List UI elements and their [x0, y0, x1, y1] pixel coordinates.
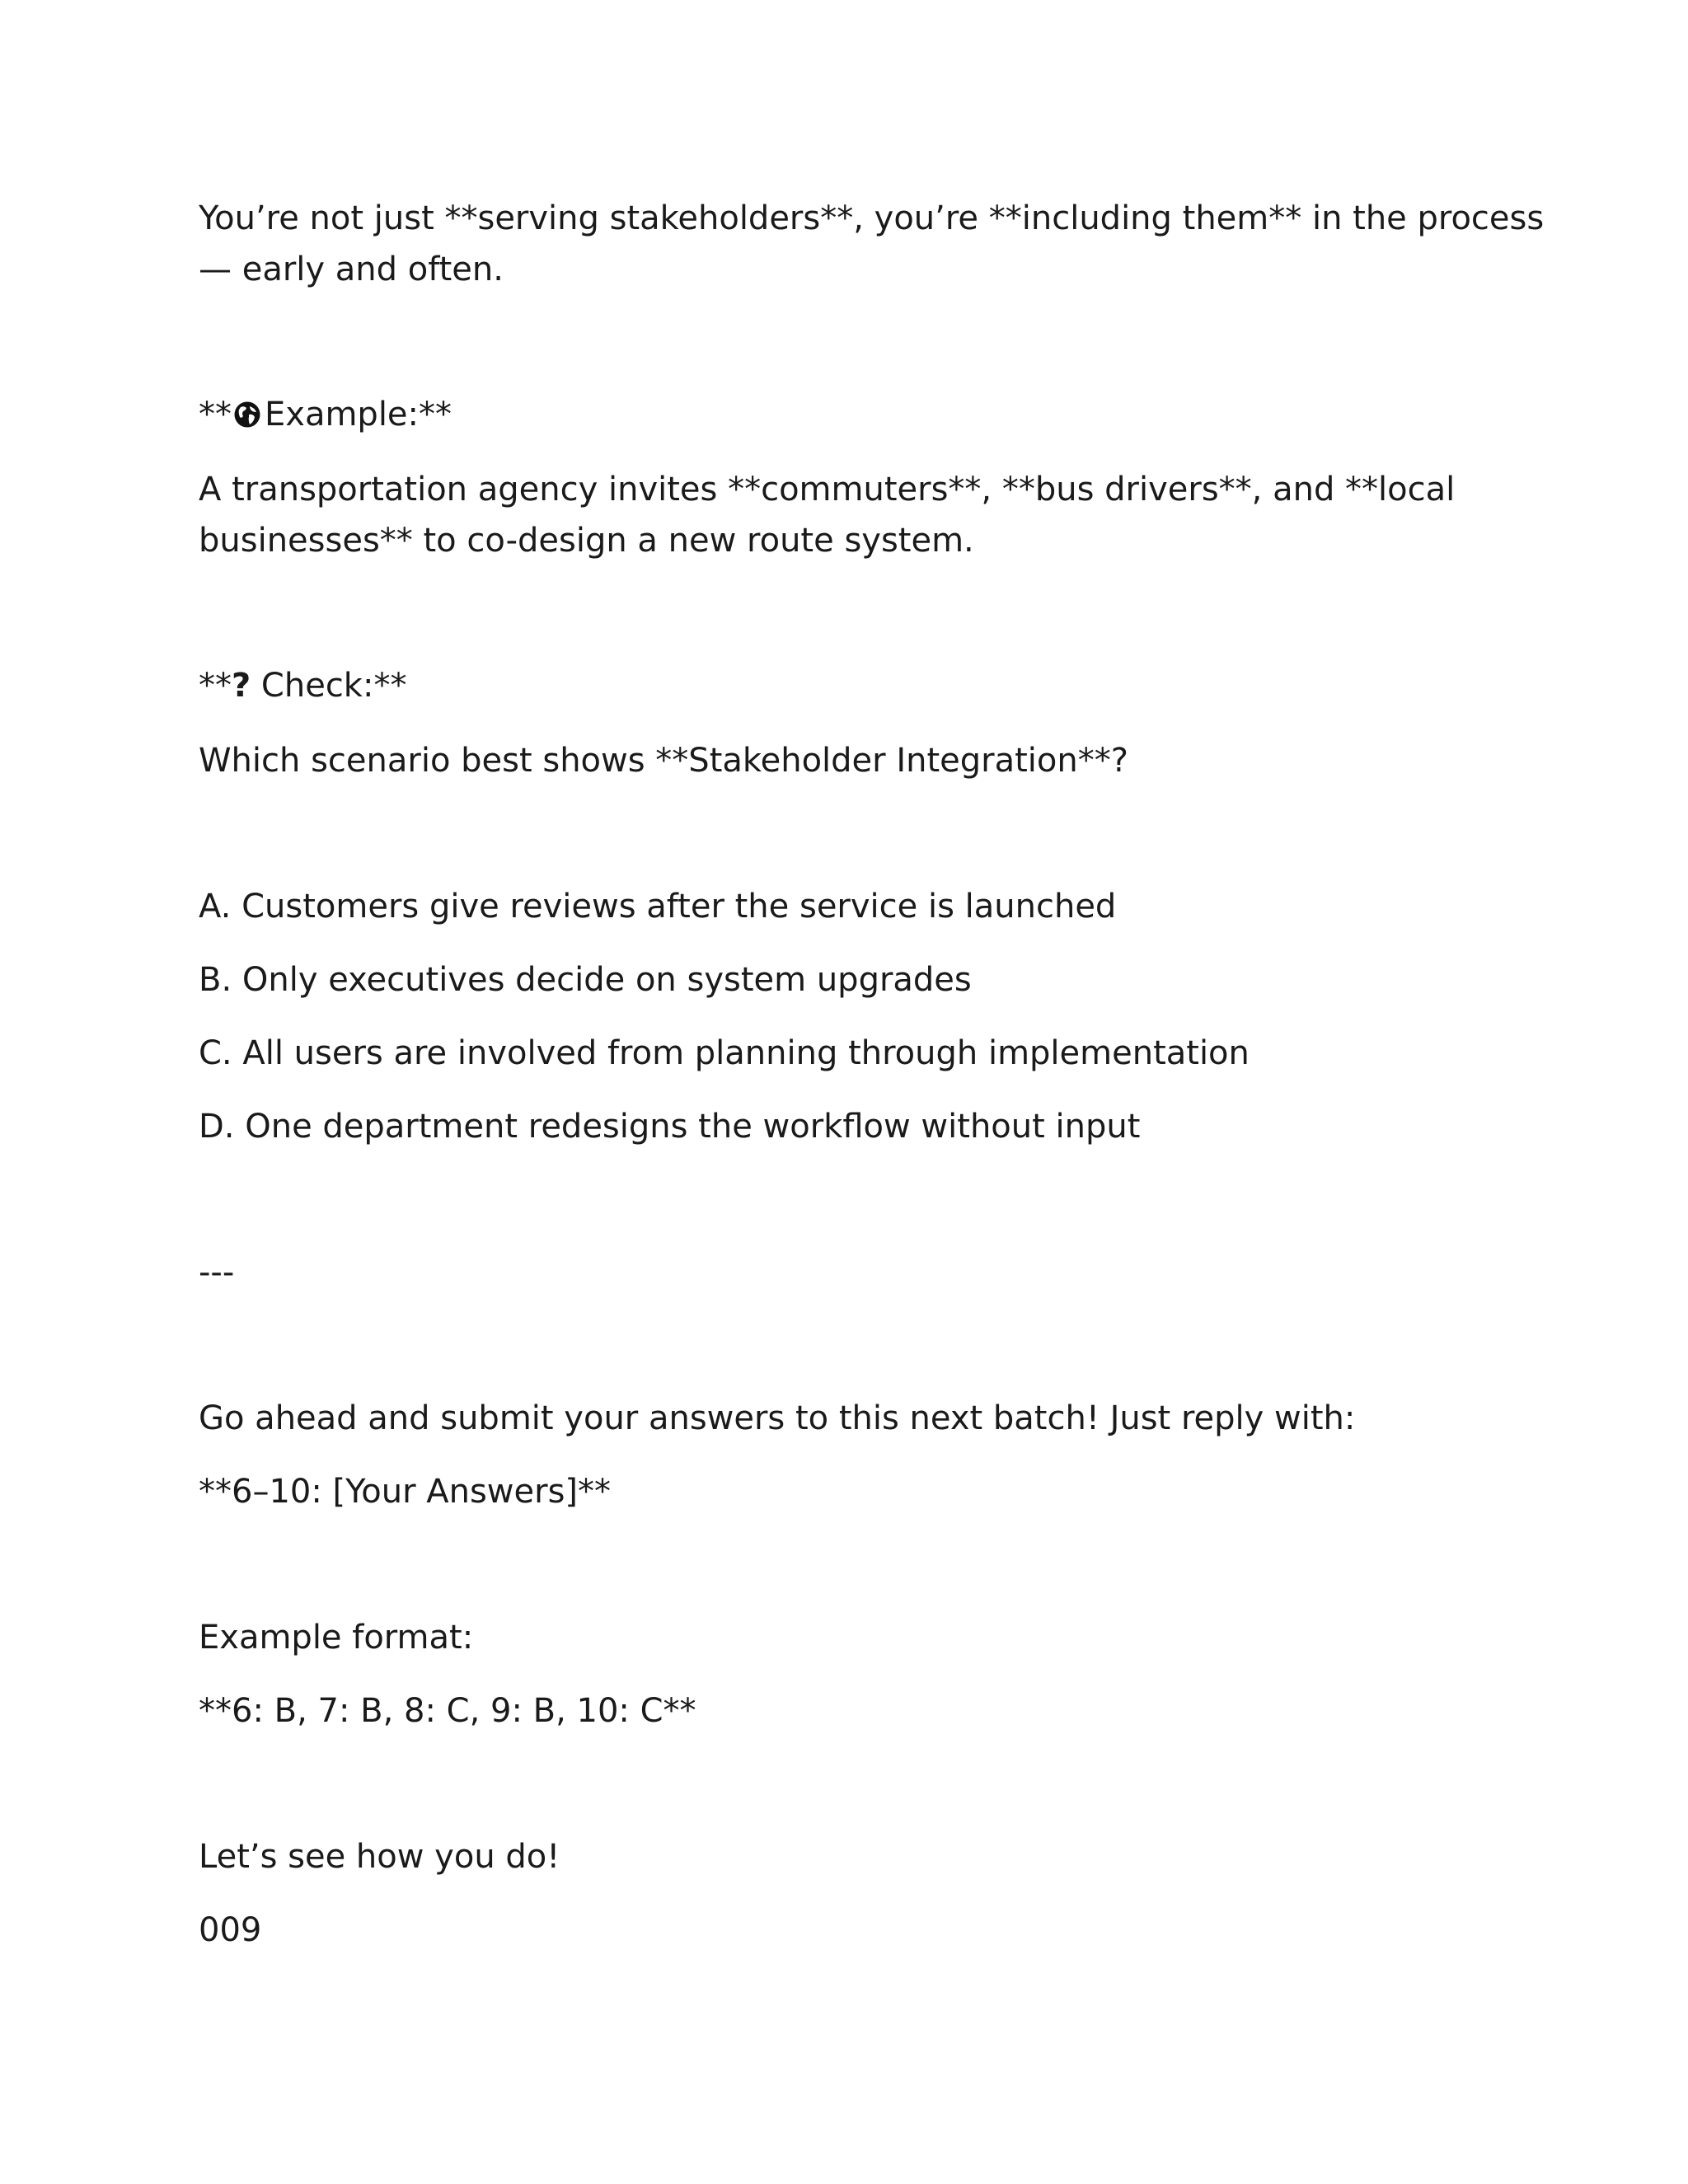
- check-heading: [199, 660, 406, 711]
- option-b: B. Only executives decide on system upgrades: [199, 961, 972, 999]
- format-label: Example format:: [199, 1619, 474, 1657]
- submit-template: **6–10: [Your Answers]**: [199, 1473, 612, 1511]
- option-d: D. One department redesigns the workflow without input: [199, 1108, 1141, 1146]
- submit-instruction: Go ahead and submit your answers to this next batch! Just reply with:: [199, 1399, 1356, 1437]
- example-heading: [199, 389, 452, 440]
- check-heading-text: Check:**: [260, 667, 407, 705]
- divider: ---: [199, 1254, 235, 1291]
- option-a: A. Customers give reviews after the service is launched: [199, 888, 1117, 926]
- closing-text: Let’s see how you do!: [199, 1838, 560, 1876]
- intro-line-1: You’re not just **serving stakeholders**, you’re **including them** in the process: [199, 199, 1545, 237]
- check-heading-prefix: **: [199, 667, 232, 705]
- intro-line-2: — early and often.: [199, 251, 504, 288]
- example-line-1: A transportation agency invites **commuters**, **bus drivers**, and **local: [199, 471, 1456, 509]
- question-mark-icon: ?: [232, 667, 251, 705]
- page-number: 009: [199, 1911, 262, 1949]
- example-line-2: businesses** to co-design a new route system.: [199, 522, 974, 560]
- example-heading-text: Example:**: [265, 396, 452, 434]
- globe-icon: [233, 392, 261, 420]
- format-example: **6: B, 7: B, 8: C, 9: B, 10: C**: [199, 1692, 696, 1730]
- option-c: C. All users are involved from planning through implementation: [199, 1034, 1250, 1072]
- check-question: Which scenario best shows **Stakeholder Integration**?: [199, 742, 1128, 780]
- example-heading-prefix: **: [199, 396, 232, 434]
